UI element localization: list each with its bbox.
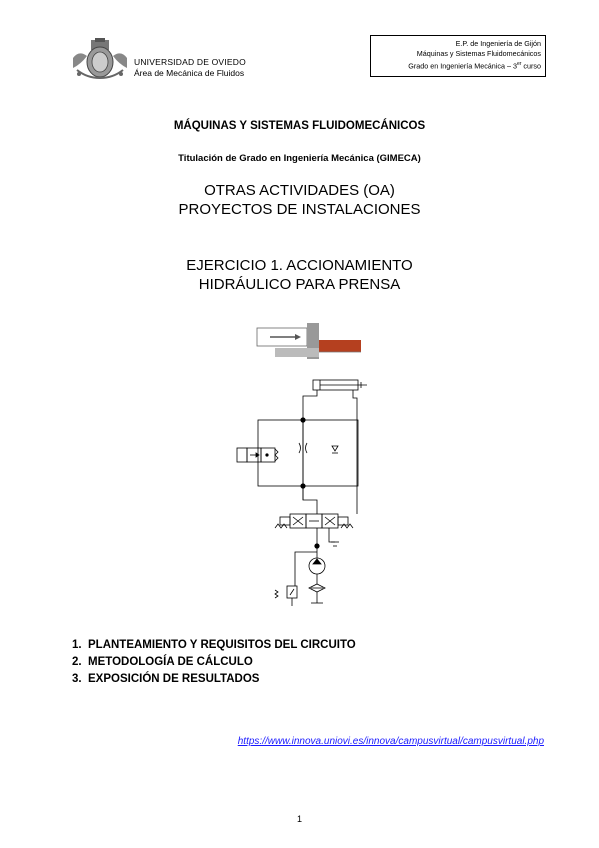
degree-course: Grado en Ingeniería Mecánica – 3er curso	[408, 61, 541, 71]
actuator-cylinder	[313, 380, 367, 390]
hydraulic-circuit-diagram	[215, 318, 380, 618]
course-info-box	[370, 35, 546, 77]
university-block	[134, 57, 246, 79]
subject-title: MÁQUINAS Y SISTEMAS FLUIDOMECÁNICOS	[173, 120, 426, 132]
toc-item: 2. METODOLOGÍA DE CÁLCULO	[72, 656, 253, 668]
department-name: Área de Mecánica de Fluidos	[134, 68, 245, 78]
university-name: UNIVERSIDAD DE OVIEDO	[134, 57, 246, 67]
directional-valve	[275, 514, 353, 528]
page-number: 1	[296, 814, 302, 824]
exercise-title: EJERCICIO 1. ACCIONAMIENTO HIDRÁULICO PARA PRENSA	[186, 257, 413, 293]
toc-item: 3. EXPOSICIÓN DE RESULTADOS	[72, 673, 260, 685]
activity-title: OTRAS ACTIVIDADES (OA) PROYECTOS DE INSTALACIONES	[178, 182, 421, 218]
degree-title: Titulación de Grado en Ingeniería Mecánica (GIMECA)	[178, 153, 421, 164]
school-name: E.P. de Ingeniería de Gijón	[455, 39, 541, 48]
subject-short: Máquinas y Sistemas Fluidomecánicos	[416, 49, 541, 58]
table-of-contents	[72, 637, 356, 688]
press-cylinder	[257, 323, 361, 359]
toc-item: 1. PLANTEAMIENTO Y REQUISITOS DEL CIRCUITO	[72, 639, 356, 651]
campus-virtual-link[interactable]: https://www.innova.uniovi.es/innova/campusvirtual/campusvirtual.php	[237, 736, 544, 747]
university-seal-icon	[71, 38, 129, 80]
pump	[309, 546, 325, 603]
